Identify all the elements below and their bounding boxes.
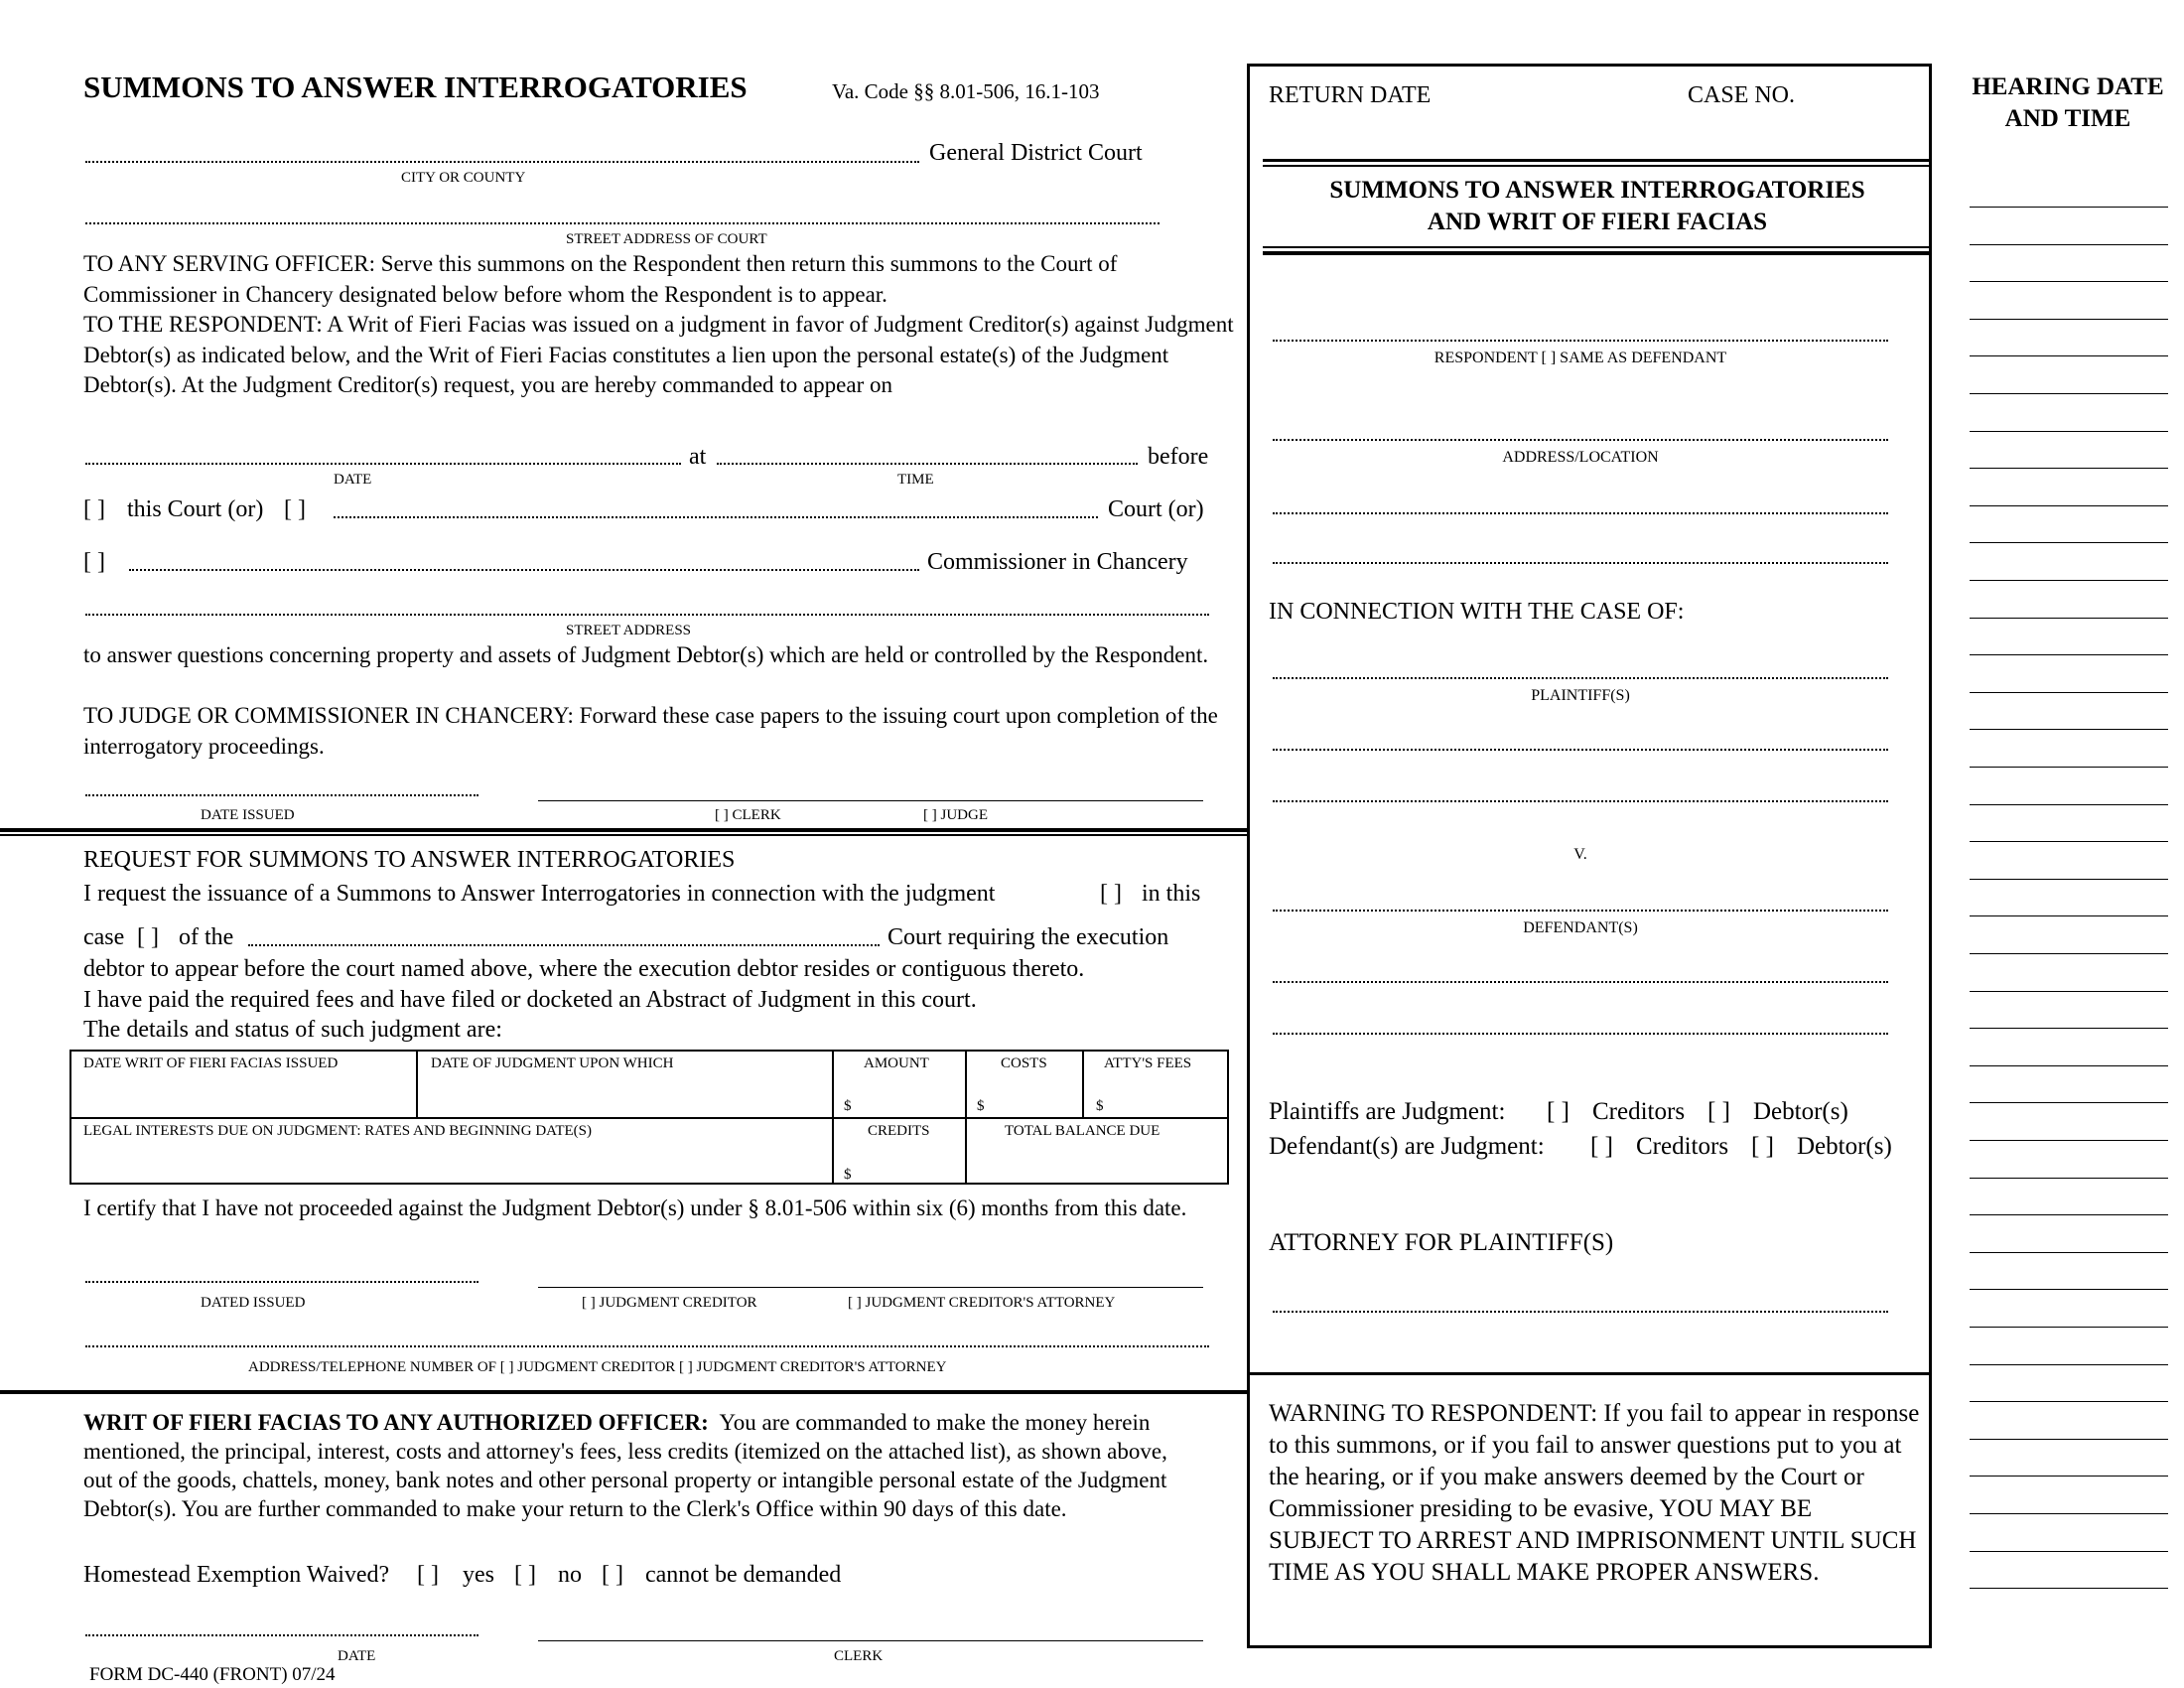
writ-divider — [0, 1390, 1247, 1394]
hearing-entry-line[interactable] — [1970, 1551, 2168, 1552]
certify-text: I certify that I have not proceeded against the Judgment Debtor(s) under § 8.01-506 within six (6) months from this date. — [83, 1196, 1187, 1220]
appear-date-line[interactable] — [85, 463, 681, 465]
of-the-label: of the — [179, 924, 234, 950]
right-title-1: SUMMONS TO ANSWER INTERROGATORIES — [1329, 177, 1865, 204]
address-telephone-label: ADDRESS/TELEPHONE NUMBER OF [ ] JUDGMENT CREDITOR [ ] JUDGMENT CREDITOR'S ATTORNEY — [248, 1359, 947, 1375]
hearing-entry-line[interactable] — [1970, 244, 2168, 245]
hearing-entry-line[interactable] — [1970, 841, 2168, 842]
summons-title: SUMMONS TO ANSWER INTERROGATORIES — [83, 70, 748, 104]
date-judgment-header: DATE OF JUDGMENT UPON WHICH — [431, 1055, 674, 1071]
other-court-checkbox[interactable]: [ ] — [284, 496, 306, 522]
plaintiffs-line-3[interactable] — [1273, 800, 1888, 802]
defendants-creditors-label: Creditors — [1636, 1133, 1729, 1160]
court-suffix: General District Court — [929, 140, 1143, 166]
writ-clerk-line[interactable] — [538, 1640, 1203, 1641]
defendants-debtors-label: Debtor(s) — [1797, 1133, 1892, 1160]
plaintiffs-label: PLAINTIFF(S) — [1531, 687, 1630, 704]
defendants-debtors-checkbox[interactable]: [ ] — [1751, 1133, 1774, 1160]
hearing-entry-line[interactable] — [1970, 654, 2168, 655]
appear-time-line[interactable] — [717, 463, 1138, 465]
plaintiffs-debtors-checkbox[interactable]: [ ] — [1707, 1098, 1730, 1125]
hearing-entry-line[interactable] — [1970, 1513, 2168, 1514]
defendants-label: DEFENDANT(S) — [1523, 919, 1638, 936]
warning-text: WARNING TO RESPONDENT: If you fail to appear in response to this summons, or if you fail to answer questions put to you at the hearing, or if you make answers deemed by the Court or Commissioner presiding to be evasive, YOU MAY BE SUBJECT TO ARREST AND IMPRISONMENT UNTIL SUCH TIME AS YOU SHALL MAKE PROPER ANSWERS. — [1269, 1400, 1920, 1586]
right-title-2: AND WRIT OF FIERI FACIAS — [1427, 209, 1768, 235]
hearing-entry-line[interactable] — [1970, 207, 2168, 208]
attys-fees-dollar[interactable]: $ — [1096, 1098, 1104, 1114]
judge-text: TO JUDGE OR COMMISSIONER IN CHANCERY: Forward these case papers to the issuing court upon completion of the interrogatory proceedings. — [83, 703, 1218, 759]
hearing-entry-line[interactable] — [1970, 991, 2168, 992]
address-line-3[interactable] — [1273, 562, 1888, 564]
address-telephone-line[interactable] — [85, 1345, 1209, 1347]
dated-issued-label: DATED ISSUED — [201, 1295, 306, 1311]
hearing-entry-line[interactable] — [1970, 319, 2168, 320]
hearing-entry-line[interactable] — [1970, 1065, 2168, 1066]
homestead-yes-label: yes — [463, 1562, 494, 1588]
writ-date-label: DATE — [338, 1648, 376, 1664]
dated-issued-line[interactable] — [85, 1281, 478, 1283]
case-label: case — [83, 924, 125, 950]
defendants-are-label: Defendant(s) are Judgment: — [1269, 1133, 1545, 1160]
hearing-entry-line[interactable] — [1970, 1102, 2168, 1103]
form-number: FORM DC-440 (FRONT) 07/24 — [89, 1664, 336, 1685]
legal-interests-header: LEGAL INTERESTS DUE ON JUDGMENT: RATES AND BEGINNING DATE(S) — [83, 1123, 592, 1139]
homestead-no-label: no — [558, 1562, 582, 1588]
serving-officer-text: TO ANY SERVING OFFICER: Serve this summons on the Respondent then return this summons to the Court of Commissioner in Chancery designated below before whom the Respondent is to appear. — [83, 251, 1118, 307]
respondent-line[interactable] — [1273, 340, 1888, 342]
writ-heading: WRIT OF FIERI FACIAS TO ANY AUTHORIZED OFFICER: — [83, 1410, 709, 1435]
request-title: REQUEST FOR SUMMONS TO ANSWER INTERROGATORIES — [83, 847, 736, 873]
writ-paragraph — [83, 1408, 1201, 1523]
request-line3: debtor to appear before the court named above, where the execution debtor resides or contiguous thereto. — [83, 956, 1085, 982]
hearing-entry-line[interactable] — [1970, 1289, 2168, 1290]
hearing-entry-line[interactable] — [1970, 618, 2168, 619]
hearing-entry-line[interactable] — [1970, 1140, 2168, 1141]
defendants-line[interactable] — [1273, 910, 1888, 912]
hearing-entry-line[interactable] — [1970, 1364, 2168, 1365]
hearing-entry-line[interactable] — [1970, 355, 2168, 356]
case-no-label: CASE NO. — [1688, 82, 1796, 108]
hearing-entry-line[interactable] — [1970, 431, 2168, 432]
request-line5: The details and status of such judgment are: — [83, 1017, 502, 1043]
hearing-entry-line[interactable] — [1970, 692, 2168, 693]
writ-date-line[interactable] — [85, 1634, 478, 1636]
homestead-label: Homestead Exemption Waived? — [83, 1562, 390, 1588]
va-code: Va. Code §§ 8.01-506, 16.1-103 — [832, 79, 1100, 103]
hearing-entry-line[interactable] — [1970, 1252, 2168, 1253]
address-location-label: ADDRESS/LOCATION — [1502, 449, 1659, 466]
homestead-yes-checkbox[interactable]: [ ] — [417, 1562, 439, 1588]
hearing-entry-line[interactable] — [1970, 879, 2168, 880]
plaintiffs-creditors-label: Creditors — [1592, 1098, 1686, 1125]
defendants-line-3[interactable] — [1273, 1033, 1888, 1035]
return-date-label: RETURN DATE — [1269, 82, 1432, 108]
plaintiffs-are-label: Plaintiffs are Judgment: — [1269, 1098, 1506, 1125]
judgment-checkbox[interactable]: [ ] — [1100, 881, 1122, 907]
homestead-no-checkbox[interactable]: [ ] — [514, 1562, 536, 1588]
respondent-text: TO THE RESPONDENT: A Writ of Fieri Facias was issued on a judgment in favor of Judgment Creditor(s) against Judgment Debtor(s) as indicated below, and the Writ of Fieri Facias constitutes a lien upon the personal estate(s) of the Judgment Debtor(s). At the Judgment Creditor(s) request, you are hereby commanded to appear on — [83, 312, 1234, 397]
costs-dollar[interactable]: $ — [977, 1098, 985, 1114]
hearing-title-2: AND TIME — [2004, 105, 2131, 132]
hearing-entry-line[interactable] — [1970, 1028, 2168, 1029]
request-line1: I request the issuance of a Summons to Answer Interrogatories in connection with the judgment — [83, 881, 996, 907]
judgment-creditor-attorney-option[interactable]: [ ] JUDGMENT CREDITOR'S ATTORNEY — [848, 1295, 1116, 1311]
respondent-label: RESPONDENT [ ] SAME AS DEFENDANT — [1433, 350, 1727, 366]
defendants-creditors-checkbox[interactable]: [ ] — [1590, 1133, 1613, 1160]
hearing-entry-line[interactable] — [1970, 804, 2168, 805]
attys-fees-header: ATTY'S FEES — [1104, 1055, 1192, 1071]
costs-header: COSTS — [1001, 1055, 1047, 1071]
date-writ-header: DATE WRIT OF FIERI FACIAS ISSUED — [83, 1055, 339, 1071]
amount-dollar[interactable]: $ — [844, 1098, 852, 1114]
hearing-entry-line[interactable] — [1970, 468, 2168, 469]
date-issued-label: DATE ISSUED — [201, 807, 295, 823]
homestead-cannot-checkbox[interactable]: [ ] — [602, 1562, 623, 1588]
attorney-label: ATTORNEY FOR PLAINTIFF(S) — [1269, 1229, 1614, 1256]
section-divider-thin — [0, 834, 1247, 836]
hearing-entry-line[interactable] — [1970, 729, 2168, 730]
hearing-entry-line[interactable] — [1970, 542, 2168, 543]
attorney-line[interactable] — [1273, 1311, 1888, 1313]
hearing-title-1: HEARING DATE — [1972, 73, 2164, 100]
this-court-checkbox[interactable]: [ ] — [83, 496, 105, 522]
amount-header: AMOUNT — [864, 1055, 929, 1071]
this-court-label: this Court (or) — [127, 496, 264, 522]
commissioner-line[interactable] — [129, 569, 919, 571]
city-court-line[interactable] — [85, 161, 919, 163]
request-line4: I have paid the required fees and have filed or docketed an Abstract of Judgment in this court. — [83, 987, 977, 1013]
hearing-entry-line[interactable] — [1970, 1327, 2168, 1328]
versus-label: V. — [1573, 846, 1587, 863]
signature-line[interactable] — [538, 800, 1203, 801]
of-the-court-line[interactable] — [248, 944, 880, 946]
hearing-entry-line[interactable] — [1970, 505, 2168, 506]
in-connection-label: IN CONNECTION WITH THE CASE OF: — [1269, 599, 1685, 625]
hearing-entry-line[interactable] — [1970, 953, 2168, 954]
plaintiffs-line[interactable] — [1273, 677, 1888, 679]
hearing-entry-line[interactable] — [1970, 1401, 2168, 1402]
judge-option[interactable]: [ ] JUDGE — [923, 807, 988, 823]
writ-clerk-label: CLERK — [834, 1648, 884, 1664]
hearing-entry-line[interactable] — [1970, 1476, 2168, 1477]
total-balance-header: TOTAL BALANCE DUE — [1005, 1123, 1160, 1139]
clerk-option[interactable]: [ ] CLERK — [715, 807, 781, 823]
homestead-cannot-label: cannot be demanded — [645, 1562, 842, 1588]
credits-dollar[interactable]: $ — [844, 1167, 852, 1183]
in-this-label: in this — [1142, 881, 1201, 907]
hearing-entry-line[interactable] — [1970, 1588, 2168, 1589]
time-label: TIME — [897, 472, 934, 488]
section-divider — [0, 828, 1247, 832]
commissioner-checkbox[interactable]: [ ] — [83, 549, 105, 575]
street-address-label: STREET ADDRESS — [566, 623, 691, 638]
before-label: before — [1148, 444, 1209, 470]
hearing-entry-line[interactable] — [1970, 1439, 2168, 1440]
city-label: CITY OR COUNTY — [401, 170, 526, 186]
commissioner-label: Commissioner in Chancery — [927, 549, 1188, 575]
hearing-entry-line[interactable] — [1970, 580, 2168, 581]
writ-body: You are commanded to make the money herein mentioned, the principal, interest, costs and attorney's fees, less credits (itemized on the attached list), as shown above, out of the goods, chattels, money, bank notes and other personal property or intangible personal estate of the Judgment Debtor(s). You are further commanded to make your return to the Clerk's Office within 90 days of this date. — [83, 1410, 1167, 1521]
hearing-entry-line[interactable] — [1970, 1178, 2168, 1179]
plaintiffs-creditors-checkbox[interactable]: [ ] — [1547, 1098, 1570, 1125]
credits-header: CREDITS — [868, 1123, 930, 1139]
other-court-line[interactable] — [334, 516, 1098, 518]
court-street-line[interactable] — [85, 222, 1160, 224]
court-or-label: Court (or) — [1108, 496, 1204, 522]
at-label: at — [689, 444, 707, 470]
date-label: DATE — [334, 472, 372, 488]
judgment-creditor-option[interactable]: [ ] JUDGMENT CREDITOR — [582, 1295, 757, 1311]
plaintiffs-line-2[interactable] — [1273, 749, 1888, 751]
street-court-label: STREET ADDRESS OF COURT — [566, 231, 767, 247]
address-line-2[interactable] — [1273, 512, 1888, 514]
address-location-line[interactable] — [1273, 439, 1888, 441]
defendants-line-2[interactable] — [1273, 981, 1888, 983]
hearing-entry-line[interactable] — [1970, 915, 2168, 916]
hearing-entry-line[interactable] — [1970, 767, 2168, 768]
date-issued-line[interactable] — [85, 794, 478, 796]
court-requiring-label: Court requiring the execution — [887, 924, 1169, 950]
hearing-entry-line[interactable] — [1970, 393, 2168, 394]
plaintiffs-debtors-label: Debtor(s) — [1753, 1098, 1848, 1125]
case-checkbox[interactable]: [ ] — [137, 924, 159, 950]
hearing-entry-line[interactable] — [1970, 281, 2168, 282]
answer-text: to answer questions concerning property and assets of Judgment Debtor(s) which are held or controlled by the Respondent. — [83, 642, 1209, 667]
request-signature-line[interactable] — [538, 1287, 1203, 1288]
street-address-line[interactable] — [85, 614, 1209, 616]
hearing-entry-line[interactable] — [1970, 1214, 2168, 1215]
